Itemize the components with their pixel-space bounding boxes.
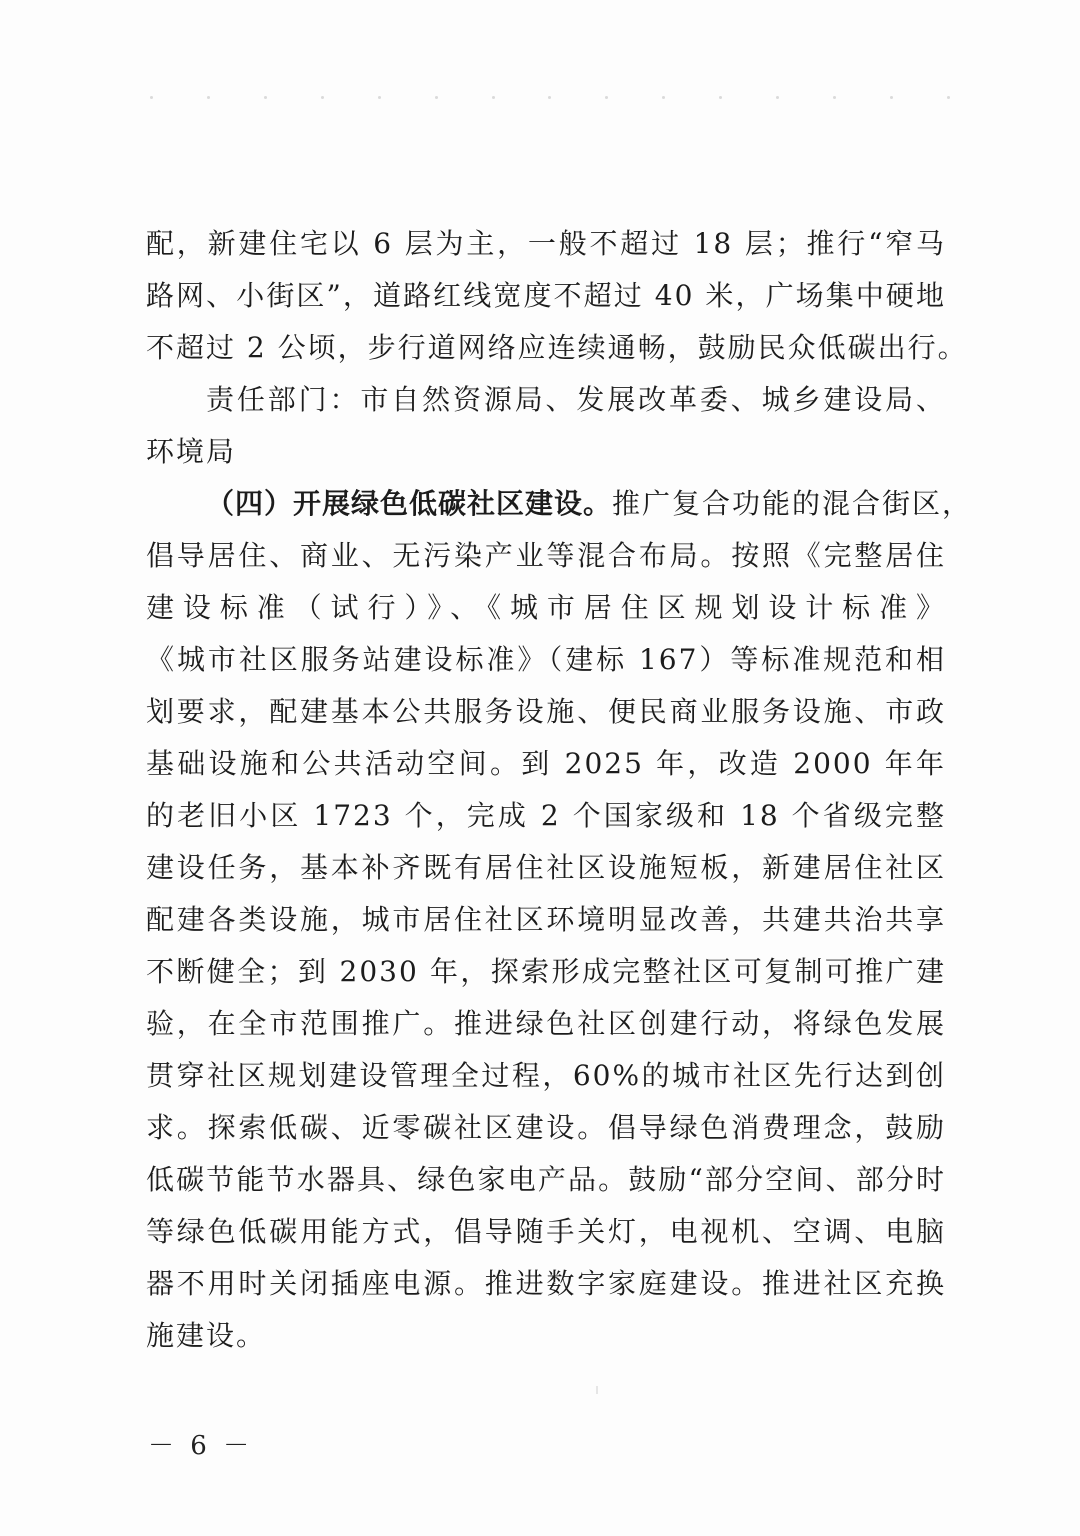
text-line: 施建设。 — [146, 1319, 267, 1352]
text-line: 环境局 — [146, 435, 237, 468]
text-line: 求。探索低碳、近零碳社区建设。倡导绿色消费理念，鼓励 — [146, 1111, 946, 1144]
text-line: 配建各类设施，城市居住社区环境明显改善，共建共治共享 — [146, 903, 946, 936]
scan-artifact-dots — [150, 96, 950, 102]
text-line: 路网、小街区”，道路红线宽度不超过 40 米，广场集中硬地 — [146, 279, 946, 312]
section-heading-line — [146, 478, 973, 530]
text-line: 建设任务，基本补齐既有居住社区设施短板，新建居住社区 — [146, 851, 946, 884]
responsible-departments-line: 责任部门：市自然资源局、发展改革委、城乡建设局、 — [206, 383, 946, 416]
text-line: 的老旧小区 1723 个，完成 2 个国家级和 18 个省级完整 — [146, 799, 946, 832]
section-heading: （四）开展绿色低碳社区建设。 — [206, 487, 613, 520]
text-line: 贯穿社区规划建设管理全过程，60%的城市社区先行达到创 — [146, 1059, 946, 1092]
text-line: 划要求，配建基本公共服务设施、便民商业服务设施、市政 — [146, 695, 946, 728]
document-body — [146, 218, 973, 1362]
text-line: 器不用时关闭插座电源。推进数字家庭建设。推进社区充换 — [146, 1267, 946, 1300]
text-line: 不断健全；到 2030 年，探索形成完整社区可复制可推广建 — [146, 955, 946, 988]
text-line: 验，在全市范围推广。推进绿色社区创建行动，将绿色发展 — [146, 1007, 946, 1040]
text-line: 《城市社区服务站建设标准》（建标 167）等标准规范和相 — [146, 643, 946, 676]
text-line: 建设标准（试行）》、《城市居住区规划设计标准》 — [146, 591, 946, 624]
text-line: 等绿色低碳用能方式，倡导随手关灯，电视机、空调、电脑 — [146, 1215, 946, 1248]
text-line: 基础设施和公共活动空间。到 2025 年，改造 2000 年年 — [146, 747, 946, 780]
scan-artifact-mark — [596, 1386, 598, 1394]
text-line: 配，新建住宅以 6 层为主，一般不超过 18 层；推行“窄马 — [146, 227, 946, 260]
text-line: 不超过 2 公顷，步行道网络应连续通畅，鼓励民众低碳出行。 — [146, 331, 968, 364]
text-line: 倡导居住、商业、无污染产业等混合布局。按照《完整居住 — [146, 539, 946, 572]
page-number: － 6 － — [148, 1431, 254, 1461]
text-line: 低碳节能节水器具、绿色家电产品。鼓励“部分空间、部分时 — [146, 1163, 946, 1196]
section-heading-rest: 推广复合功能的混合街区， — [612, 487, 973, 520]
